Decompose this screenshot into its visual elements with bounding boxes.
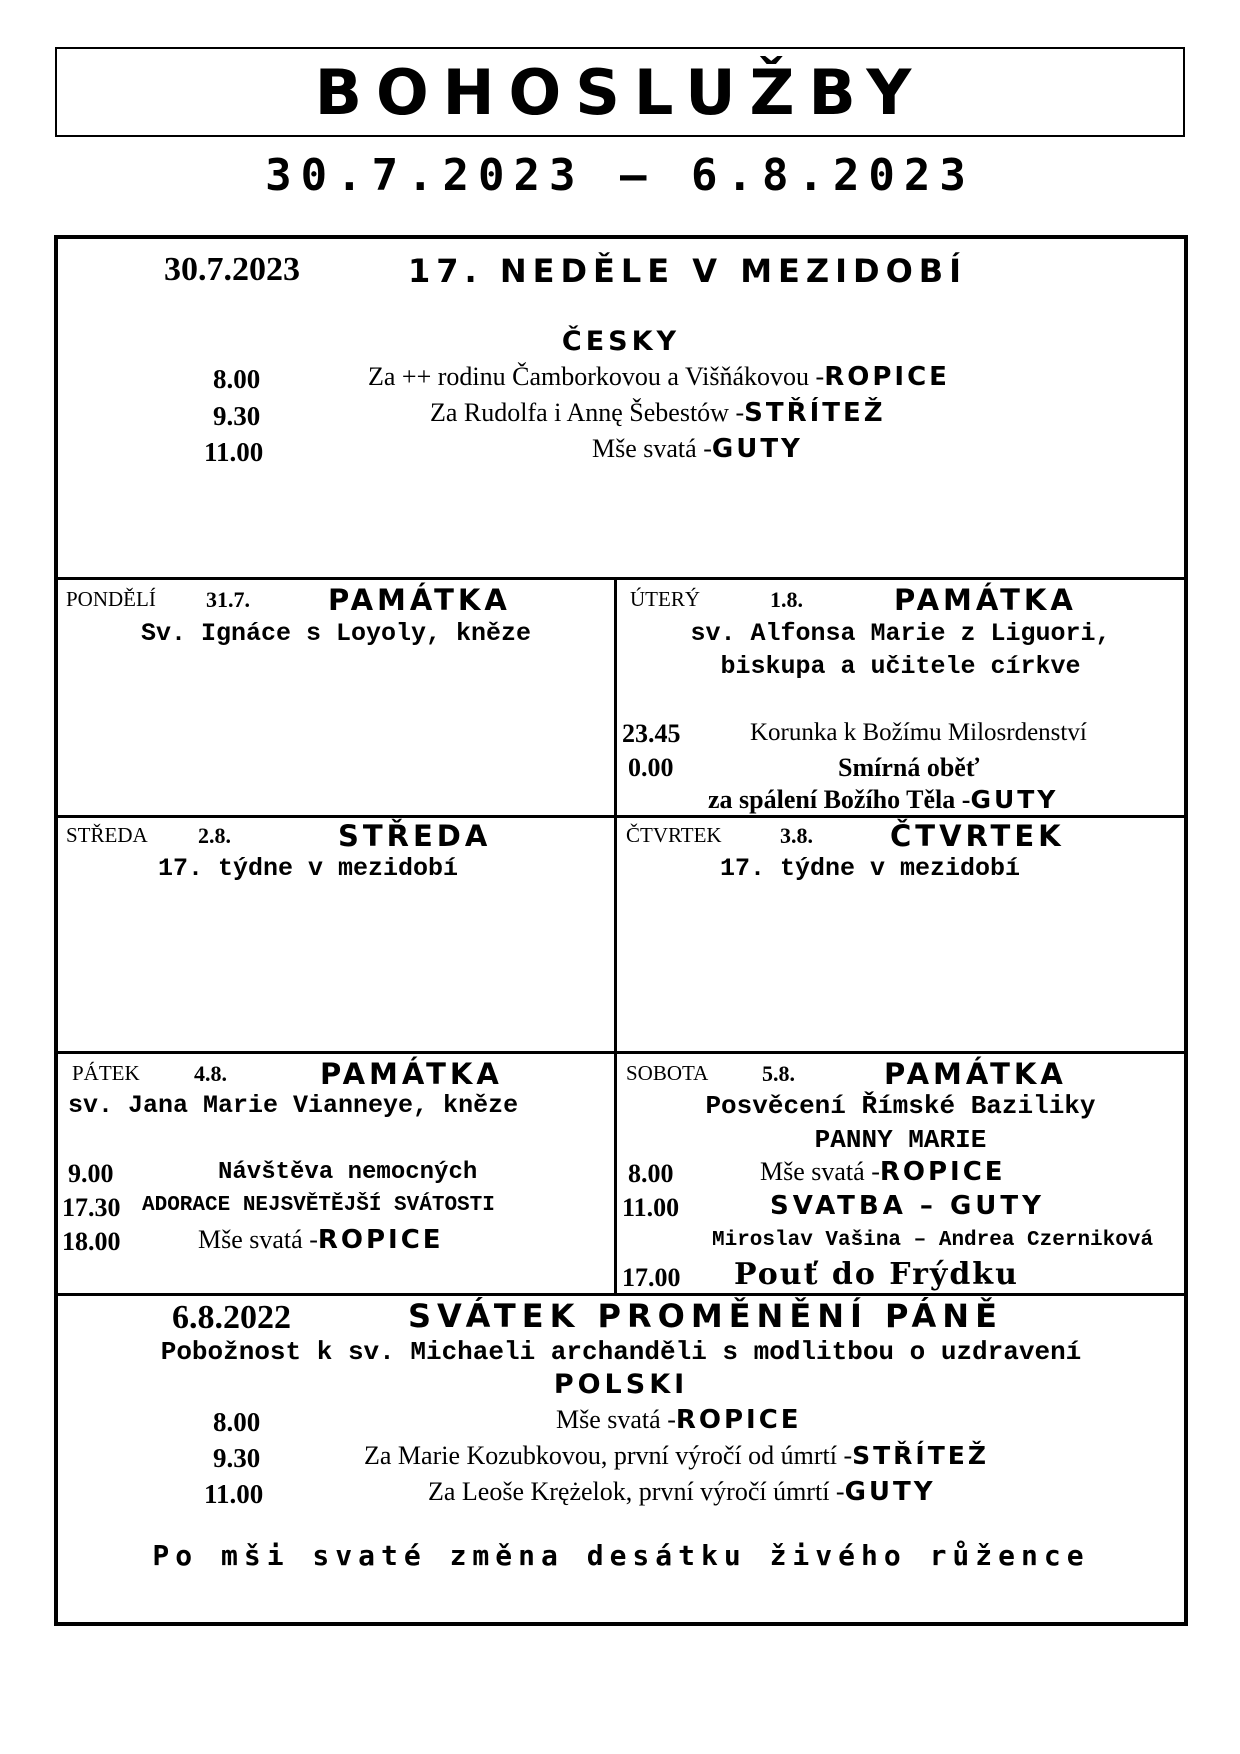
day-name: STŘEDA bbox=[66, 823, 148, 847]
divider bbox=[58, 1293, 1184, 1296]
event-text: Mše svatá - bbox=[198, 1225, 318, 1254]
mass-place: GUTY bbox=[844, 1477, 936, 1507]
mass-time: 11.00 bbox=[204, 1479, 264, 1509]
mass-time: 9.30 bbox=[213, 1443, 261, 1473]
day-date: 5.8. bbox=[762, 1061, 795, 1086]
mass-place: GUTY bbox=[711, 434, 803, 464]
mass-text: Mše svatá - bbox=[556, 1405, 676, 1434]
day-date: 4.8. bbox=[194, 1061, 227, 1086]
feast-subtitle: Sv. Ignáce s Loyoly, kněze bbox=[140, 619, 532, 648]
schedule-table bbox=[54, 235, 1188, 1626]
divider bbox=[58, 815, 1184, 818]
event-time: 18.00 bbox=[62, 1227, 121, 1256]
feast-subtitle: sv. Alfonsa Marie z Liguori, bbox=[690, 619, 1111, 648]
event-time: 8.00 bbox=[628, 1159, 674, 1188]
mass-time: 8.00 bbox=[213, 1407, 261, 1437]
feast-subtitle: 17. týdne v mezidobí bbox=[720, 854, 1021, 883]
divider bbox=[614, 577, 617, 1293]
feast-subtitle: Posvěcení Římské Baziliky bbox=[705, 1091, 1096, 1121]
sunday-date: 6.8.2022 bbox=[172, 1299, 291, 1336]
feast-type: PAMÁTKA bbox=[894, 583, 1077, 617]
event-line bbox=[708, 785, 1058, 815]
event-time: 11.00 bbox=[622, 1193, 680, 1222]
mass-place: ROPICE bbox=[675, 1405, 802, 1435]
feast-subtitle: PANNY MARIE bbox=[814, 1125, 987, 1155]
feast-subtitle: biskupa a učitele církve bbox=[720, 652, 1081, 681]
event-time: 23.45 bbox=[622, 719, 681, 748]
day-name: SOBOTA bbox=[626, 1061, 709, 1085]
title-box bbox=[55, 47, 1185, 137]
feast-type: PAMÁTKA bbox=[320, 1057, 503, 1091]
event-text: Mše svatá - bbox=[760, 1157, 880, 1186]
event-text: Pouť do Frýdku bbox=[734, 1257, 1019, 1292]
feast-subtitle: sv. Jana Marie Vianneye, kněze bbox=[68, 1091, 519, 1120]
feast-type: ČTVRTEK bbox=[890, 819, 1065, 853]
mass-time: 8.00 bbox=[213, 364, 261, 394]
mass-text: Za Marie Kozubkovou, první výročí od úmrtí - bbox=[364, 1441, 853, 1470]
date-range: 30.7.2023 – 6.8.2023 bbox=[265, 150, 975, 201]
mass-text: Za Leoše Krężelok, první výročí úmrtí - bbox=[428, 1477, 845, 1506]
day-name: ČTVRTEK bbox=[626, 823, 722, 847]
event-text: ADORACE NEJSVĚTĚJŠÍ SVÁTOSTI bbox=[142, 1194, 495, 1217]
event-place: GUTY bbox=[970, 785, 1059, 814]
day-date: 31.7. bbox=[206, 587, 250, 612]
mass-line bbox=[364, 1441, 989, 1471]
mass-text: Mše svatá - bbox=[592, 434, 712, 463]
mass-line bbox=[368, 362, 950, 392]
event-text: Smírná oběť bbox=[838, 753, 980, 782]
feast-type: PAMÁTKA bbox=[328, 583, 511, 617]
feast-subtitle: 17. týdne v mezidobí bbox=[158, 854, 459, 883]
mass-line bbox=[430, 398, 886, 428]
sunday-date: 30.7.2023 bbox=[164, 251, 300, 288]
feast-type: PAMÁTKA bbox=[884, 1057, 1067, 1091]
language-label: ČESKY bbox=[561, 326, 681, 357]
event-line bbox=[760, 1157, 1006, 1187]
day-name: ÚTERÝ bbox=[630, 587, 700, 611]
event-time: 17.00 bbox=[622, 1263, 681, 1292]
event-time: 9.00 bbox=[68, 1159, 114, 1188]
day-date: 2.8. bbox=[198, 823, 231, 848]
mass-place: ROPICE bbox=[824, 362, 950, 392]
day-date: 1.8. bbox=[770, 587, 803, 612]
mass-line bbox=[428, 1477, 936, 1507]
mass-text: Za ++ rodinu Čamborkovou a Višňákovou - bbox=[368, 362, 825, 391]
event-line bbox=[198, 1225, 444, 1255]
event-time: 17.30 bbox=[62, 1193, 121, 1222]
divider bbox=[58, 577, 1184, 580]
feast-type: STŘEDA bbox=[338, 819, 492, 853]
devotion-note: Pobožnost k sv. Michaeli archanděli s modlitbou o uzdravení bbox=[160, 1337, 1082, 1367]
event-time: 0.00 bbox=[628, 753, 674, 782]
sunday-title: SVÁTEK PROMĚNĚNÍ PÁNĚ bbox=[408, 1297, 1003, 1335]
event-text: Miroslav Vašina – Andrea Czerniková bbox=[712, 1229, 1154, 1252]
mass-time: 9.30 bbox=[213, 401, 261, 431]
event-text: Korunka k Božímu Milosrdenství bbox=[750, 719, 1087, 746]
day-name: PONDĚLÍ bbox=[66, 587, 156, 611]
event-text: SVATBA – GUTY bbox=[770, 1191, 1045, 1221]
sunday-title: 17. NEDĚLE V MEZIDOBÍ bbox=[408, 252, 968, 290]
mass-place: STŘÍTEŽ bbox=[744, 398, 886, 428]
footer-note: Po mši svaté změna desátku živého růžence bbox=[152, 1539, 1090, 1572]
divider bbox=[58, 1051, 1184, 1054]
mass-place: STŘÍTEŽ bbox=[852, 1441, 989, 1470]
event-text: Návštěva nemocných bbox=[218, 1159, 478, 1186]
day-name: PÁTEK bbox=[72, 1061, 140, 1085]
mass-line bbox=[592, 434, 803, 464]
event-place: ROPICE bbox=[317, 1225, 444, 1255]
language-label: POLSKI bbox=[553, 1369, 689, 1400]
event-place: ROPICE bbox=[879, 1157, 1006, 1187]
mass-time: 11.00 bbox=[204, 437, 264, 467]
event-text: za spálení Božího Těla - bbox=[708, 785, 971, 814]
page-title: BOHOSLUŽBY bbox=[314, 55, 926, 129]
mass-line bbox=[556, 1405, 802, 1435]
day-date: 3.8. bbox=[780, 823, 813, 848]
mass-text: Za Rudolfa i Annę Šebestów - bbox=[430, 398, 745, 427]
